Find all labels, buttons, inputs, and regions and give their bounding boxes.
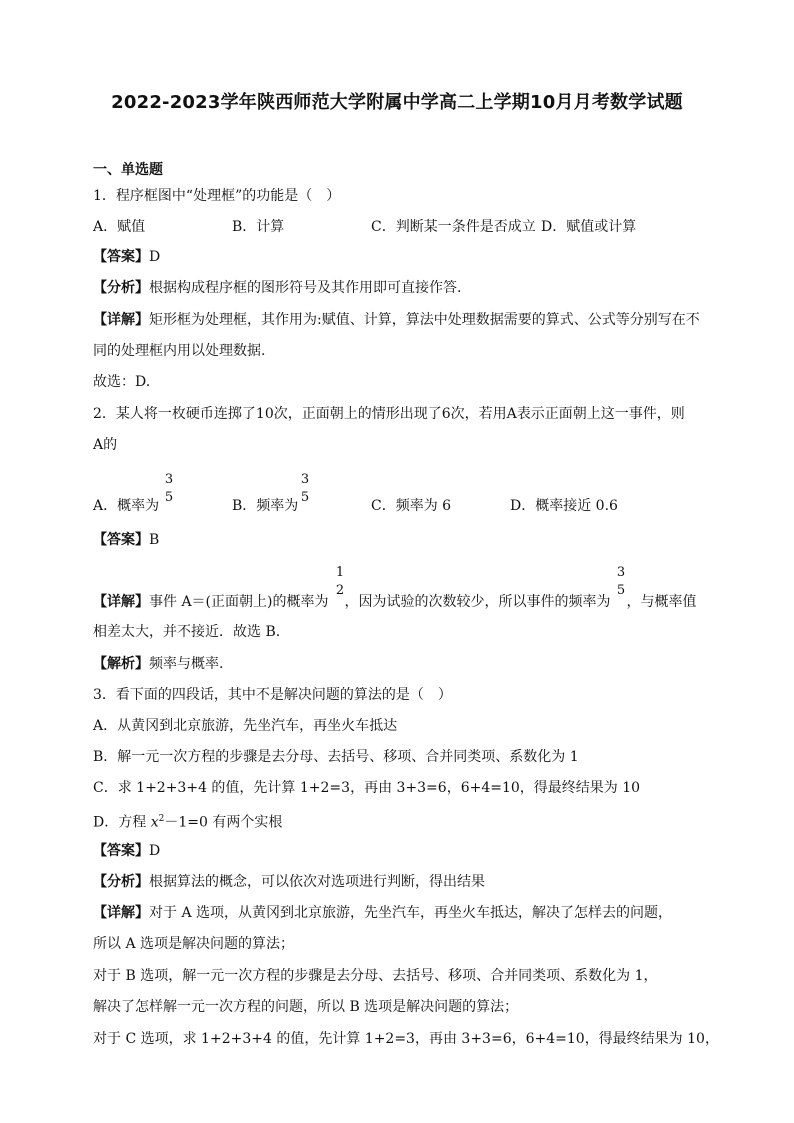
detail-text: 矩形框为处理框，其作用为:赋值、计算，算法中处理数据需要的算式、公式等分别写在不 <box>149 312 700 328</box>
fraction-numerator: 1 <box>335 565 345 580</box>
section-heading: 一、单选题 <box>93 162 163 178</box>
q3-option-b: B．解一元一次方程的步骤是去分母、去括号、移项、合并同类项、系数化为 1 <box>93 749 579 765</box>
q2-stem-line-2: A的 <box>93 437 118 453</box>
detail-tag: 【详解】 <box>93 312 149 328</box>
detail-tag: 【详解】 <box>93 905 149 921</box>
fraction-numerator: 3 <box>616 565 626 580</box>
answer-value: D <box>149 249 161 265</box>
q2-option-d: D．概率接近 0.6 <box>510 498 618 514</box>
fraction-denominator: 5 <box>300 490 310 505</box>
q1-option-c: C．判断某一条件是否成立 <box>371 219 536 235</box>
q1-conclusion: 故选：D. <box>93 374 151 390</box>
q3-option-c: C．求 1+2+3+4 的值，先计算 1+2=3，再由 3+3=6，6+4=10，得最终结果为 10 <box>93 780 641 796</box>
detail-text-c: ，与概率值 <box>626 594 697 610</box>
answer-tag: 【答案】 <box>93 532 149 548</box>
q3-detail-line-1 <box>93 903 672 923</box>
q3-answer <box>93 841 160 861</box>
fraction-denominator: 5 <box>164 490 174 505</box>
analysis-tag: 【分析】 <box>93 280 149 296</box>
q3-detail-line-5: 对于 C 选项，求 1+2+3+4 的值，先计算 1+2=3，再由 3+3=6，6+4=10，得最终结果为 10， <box>93 1031 719 1047</box>
option-d-suffix: －1=0 有两个实根 <box>164 814 283 831</box>
q2-option-b-fraction <box>298 473 312 505</box>
q2-analysis <box>93 654 223 674</box>
q1-option-d: D．赋值或计算 <box>541 219 637 235</box>
q2-option-a-fraction <box>162 473 176 505</box>
equation-exponent: 2 <box>158 814 165 824</box>
q1-option-a: A．赋值 <box>93 219 146 235</box>
q1-detail-line-1 <box>93 310 700 330</box>
q2-detail-line-1 <box>93 592 696 612</box>
q3-option-a: A．从黄冈到北京旅游，先坐汽车，再坐火车抵达 <box>93 718 398 734</box>
q1-analysis <box>93 278 461 298</box>
analysis-tag: 【解析】 <box>93 656 149 672</box>
analysis-tag: 【分析】 <box>93 874 149 890</box>
q3-analysis <box>93 872 485 892</box>
q2-option-c: C．频率为 6 <box>371 498 452 514</box>
option-d-prefix: D．方程 <box>93 814 151 831</box>
answer-value: D <box>149 843 161 859</box>
answer-tag: 【答案】 <box>93 843 149 859</box>
detail-text: 对于 A 选项，从黄冈到北京旅游，先坐汽车，再坐火车抵达，解决了怎样去的问题， <box>149 905 673 921</box>
fraction-numerator: 3 <box>164 472 174 487</box>
q2-detail-fraction-three-fifths <box>614 566 628 598</box>
q2-option-a: A．概率为 <box>93 498 160 514</box>
detail-text-a: 事件 A＝(正面朝上)的概率为 <box>149 594 329 610</box>
detail-text-b: ，因为试验的次数较少，所以事件的频率为 <box>344 594 611 610</box>
q2-option-b: B．频率为 <box>232 498 299 514</box>
answer-value: B <box>149 532 160 548</box>
q2-stem-line-1: 2．某人将一枚硬币连掷了10次，正面朝上的情形出现了6次，若用A表示正面朝上这一事件，则 <box>93 406 685 422</box>
detail-tag: 【详解】 <box>93 594 149 610</box>
q3-detail-line-4: 解决了怎样解一元一次方程的问题，所以 B 选项是解决问题的算法； <box>93 999 519 1015</box>
q3-detail-line-3: 对于 B 选项，解一元一次方程的步骤是去分母、去括号、移项、合并同类项、系数化为 1， <box>93 968 658 984</box>
q1-option-b: B．计算 <box>232 219 285 235</box>
fraction-numerator: 3 <box>300 472 310 487</box>
analysis-text: 根据构成程序框的图形符号及其作用即可直接作答. <box>149 280 462 296</box>
analysis-text: 根据算法的概念，可以依次对选项进行判断，得出结果 <box>149 874 485 890</box>
analysis-text: 频率与概率. <box>149 656 224 672</box>
q2-answer <box>93 530 159 550</box>
q1-answer <box>93 247 160 267</box>
q1-stem: 1．程序框图中“处理框”的功能是（ ） <box>93 188 341 204</box>
q2-detail-fraction-half <box>333 566 347 598</box>
q3-stem: 3．看下面的四段话，其中不是解决问题的算法的是（ ） <box>93 687 452 703</box>
fraction-denominator: 2 <box>335 583 345 598</box>
page-title: 2022-2023学年陕西师范大学附属中学高二上学期10月月考数学试题 <box>111 92 683 113</box>
fraction-denominator: 5 <box>616 583 626 598</box>
q1-detail-line-2: 同的处理框内用以处理数据. <box>93 343 266 359</box>
q3-detail-line-2: 所以 A 选项是解决问题的算法； <box>93 936 295 952</box>
q3-option-d <box>93 809 282 833</box>
answer-tag: 【答案】 <box>93 249 149 265</box>
equation-variable: x <box>150 814 159 831</box>
q2-detail-line-2: 相差太大，并不接近．故选 B. <box>93 624 281 640</box>
